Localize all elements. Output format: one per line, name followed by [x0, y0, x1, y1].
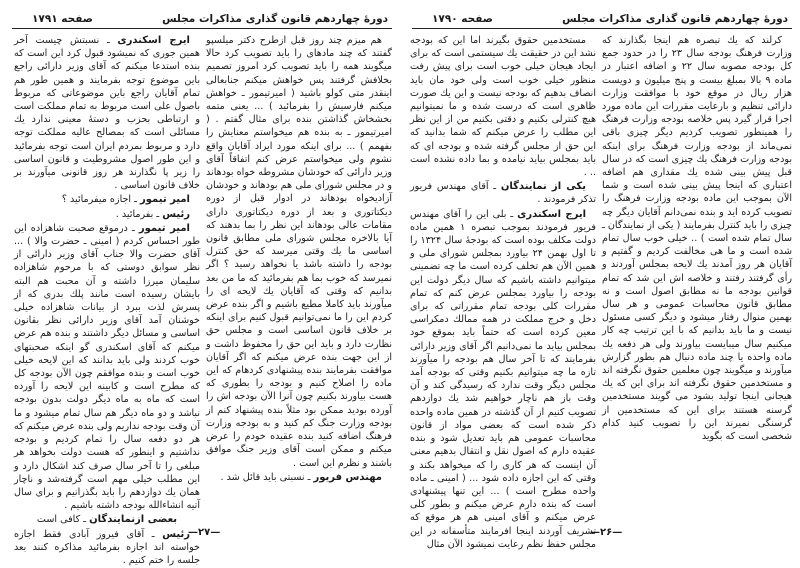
paragraph-text: ـ نسبتی باید قائل شد . [220, 471, 311, 483]
paragraph [14, 528, 200, 568]
speaker-name: یکی از نمایندگان [500, 181, 586, 193]
paragraph [14, 34, 200, 192]
paragraph [14, 193, 200, 206]
speaker-name: بعضی ازنمایندگان [89, 514, 178, 526]
paragraph-text: کرلند که یك تبصره هم اینجا بگذارند که وزارت فرهنگ بودجه سال ۲۳ را در حدود جمع کل بودجه مصوبه سال ۲۲ و اضافه اعتبار در ماده ۹ بالا بمبلغ بیست و پنج میلیون و دویست هزار ریال در موقع خود با موافقت وزارت دارائی تنظیم و بارعایت مقررات این ماده مورد اجرا قرار گیرد پس خلاصه بودجه وزارت فرهنگ را همینطور تصویب کردیم دیگر چیزی باقی نمی‌ماند از بودجه وزارت فرهنگ برای اینکه بودجه وزارت فرهنگ یك چیزی است که در سال قبل پیش بینی شده یك مقداری هم اضافه اعتباری که اینجا پیش بینی شده است و شما الآن بموجب این ماده بودجه وزارت فرهنگ را تصویب کرده اید و بنده نمی‌دانم آقایان دیگر چه چیزی را باید کنترل بفرمایند ( یکی از نمایندگان ـ سال تمام شده است ) .. خیلی خوب سال تمام شده است و ما هی مخالفت کردیم و گفتیم و آقایان هر روز آمدند یك لایحه بمجلس آوردند و رأی گرفتند رفتند و خلاصه اش این شد که تمام قوانین بودجه ما نه مطابق اصول است و نه مطابق قانون محاسبات عمومی و هر سال بهمین منوال رفتار میشود و دیگر کسی مسئول نیست و ما باید بدانیم که با این ترتیب چه کار میکنیم سال میبایست بیاورند ولی هر دفعه یك ماده واحده یا چند ماده دنبال هم بطور گزارش میآورند و میگویند چون معلمین حقوق نگرفته اند و مستخدمین حقوق نگرفته اند برای این که یك هیجانی اینجا تولید بشود می گویند مستخدمین گرسنه هستند برای این که مستخدمین از گرسنگی نمیرند این را تصویب کنید کدام شخصی است که بگوید [602, 35, 793, 443]
speaker-name: ایرج اسکندری [517, 208, 586, 220]
speaker-name: امیر تیمور [140, 194, 190, 206]
header-session: دورهٔ چهاردهم قانون گذاری [645, 13, 788, 25]
paragraph-text: هم میزم چند روز قبل ازطرح دکتر میلسپو گفتند که چند مادهای را باید تصویب کرد حالا میگویند همه را باید تصویب کرد امروز تصمیم بخلافش گرفتند پس خواهش میکنم جنابعالی اینقدر متی کولو باشید ( امیرتیمور ـ خواهش میکنم فارسیش را بفرمائید ) ... یعنی متمه بخشخاش گذاشتن بنده برای مثال گفتم . ( امیرتیمور ـ به بنده هم میخواستم معنایش را بفهمم ) ... برای اینکه مورد ایراد آقایان واقع نشوم ولی میخواستم عرض کنم اتفاقاً آقای وزیر دارائی که خودشان مشروطه خواه بودهاند و در مجلس شورای ملی هم بودهاند و خودشان آزادیخواه بودهاند در ادوار قبل از دوره دیکتاتوری و بعد از دوره دیکتاتوری دارای مقامات عالی بودهاند این نظر را بما بدهند که آیا بالاخره مجلس شورای ملی مطابق قانون اساسی ما یك وقتی میرسد که حق کنترل بودجه را داشته باشد یا نخواهد رسید ؟ اگر نمیرسد که خوب بما هم بفرمائید که ما من بعد بدانیم که وقتی که آقایان یك لایحه ای را میآورند باید کاملا مطیع باشیم و اگر بنده عرض کردم این را ما نمی‌توانیم قبول کنیم برای اینکه بر خلاف قانون اساسی است و مجلس حق نظارت دارد و باید این حق را محفوظ داشت و از این جهت بنده عرض میکنم که اگر آقایان موافقت بفرمایند بنده پیشنهادی کردهام که این ماده را اصلاح کنیم و بودجه را بطوری که هست بیاورند بکنیم چون آنرا الآن بودجه اش را آورده بودید ممکن بود مثلاً بنده پیشنهاد کنم از بودجه وزارت جنگ کم کنید و به بودجه وزارت فرهنگ اضافه کنید بنده عقیده خودم را عرض میکنم و ممکن است آقای وزیر جنگ موافق باشند و نظرم این است . [206, 35, 392, 469]
page-1790 [400, 0, 800, 568]
paragraph [602, 34, 792, 443]
paragraph-text: ـ اجازه میفرمائید ؟ [61, 194, 137, 206]
header-title: مذاکرات مجلس [562, 13, 642, 25]
header-page-label: صفحه ۱۷۹۱ [32, 13, 93, 25]
speaker-name: ایرج اسکندری [117, 35, 190, 46]
paragraph [14, 208, 200, 221]
text-column-right [206, 34, 392, 534]
header-page-label: صفحه ۱۷۹۰ [432, 13, 493, 25]
text-column-left [14, 34, 200, 566]
paragraph [206, 34, 392, 470]
running-header [412, 12, 792, 29]
page-number: —۲۶— [590, 527, 623, 538]
header-title: مذاکرات مجلس [162, 13, 242, 25]
paragraph-text: ـ بلی این را آقای مهندس فریور فرمودند بموجب تبصره ۱ همین ماده دولت مکلف بوده است که بودجهٔ سال ۱۳۲۴ را تا اول بهمن ۲۴ بیاورد بمجلس شورای ملی و همین الآن هم تخلف کرده است ما چه تضمینی میتوانیم داشته باشیم که سال دیگر دولت این بودجه را بیاورد بمجلس عرض کنم که تمام مقررات کلی بودجه تمام مقرراتی که برای دخل و خرج مملکت در همه ممالك دمکراسی معین کرده است که حتماً باید بموقع خود بمجلس بیاید ما نمی‌دانیم اگر آقای وزیر دارائی بفرمایند که تا آخر سال هم بودجه را میآورند تازه ما چه میتوانیم بکنیم وقتی که بودجه آمد مجلس دیگر وقت ندارد که رسیدگی کند و آن وقت باز هم ناچار خواهیم شد یك دوازدهم تصویب کنیم از آن گذشته در همین ماده واحده ذکر شده است که بعضی مواد از قانون محاسبات عمومی هم باید تعدیل شود و بنده عقیده دارم که اصول نقل و انتقال بدهیم معنی آن اینست که هر کاری را که میخواهد بکند و وقتی که این اجازه داده شود ... ( امینی ـ ماده واحده مطرح است ) ... این تنها پیشنهادی است که بنده دارم عرض میکنم و بطور کلی عرض میکنم و آقای امینی هم هر موقع که تشریف آوردند اینجا افرمایند متأسفانه در این مجلس حفظ نظم رعایت نمیشود الآن مثال [410, 208, 597, 550]
paragraph [206, 471, 392, 484]
text-column-right [602, 34, 792, 534]
header-session: دورهٔ چهاردهم قانون گذاری [245, 13, 388, 25]
paragraph [410, 34, 596, 179]
paragraph [410, 180, 596, 206]
page-number: —۲۷— [188, 527, 221, 538]
paragraph-text: ـ آقای فیروز آبادی فقط اجازه خواسته اند اجازه بفرمائید مذاکره کنند بعد جلسه را ختم کنیم . [14, 528, 200, 566]
paragraph [14, 222, 200, 512]
speaker-name: رئیس [162, 528, 190, 540]
paragraph-text: ـ درموقع صحبت شاهزاده این طور احساس کردم ( امینی ـ حضرت والا ) ... آقای حضرت والا جناب آقای وزیر دارائی از نظر سوابق دوستی که با مرحوم شاهزاده سلیمان میرزا داشته و آن محبت هم البته بایشان رسیده است مانند پلك بدری که از پسرش لذت ببرد از بیانات شاهزاده خیلی خوشنان آمد آقای وزیر دارائی نظر بقانون اساسی و مسائل دیگر داشتند و بنده هم عرض میکنم که آقای اسکندری گو اینکه صحبتهای خوب کردند ولی باید بدانند که این لایحه خیلی خوب است و بنده موافقم چون الآن بودجه کل که مطرح است و کابینه این لایحه را آورده است که ماه به ماه دیگر دولت بدون بودجه نباشد و دو ماه دیگر هم سال تمام میشود و ما آن وقت بودجه نداریم ولی بنده عرض میکنم که هر دو دفعه سال را تمام کردیم و بودجه نداشتیم و اینطور که هست دولت بخواهد هر مبلغی را تا آخر سال صرف کند اشکال دارد و این مطلب خیلی مهم است گرفته‌شد و ناچار همان یك دوازدهم را باید بگذرانیم و برای سال آتیه انشاءالله بودجه داشته باشیم . [14, 222, 200, 512]
running-header [12, 12, 392, 29]
paragraph [14, 513, 200, 526]
paragraph [410, 208, 596, 551]
paragraph-text: مستخدمین حقوق بگیرند اما این که بودجه نشد این در حقیقت یك سیستمی است که برای ایجاد هیجان خیلی خوب است برای پیش رفت منظور خیلی خوب است ولی خود مان باید انصاف بدهیم که بودجه نیست و این یك صورت ظاهری است که درست شده و ما نمیتوانیم هیچ کنترلی بکنیم و دقتی بکنیم من از این نظر این مطلب را عرض میکنم که شما بدانید که این حق از مجلس گرفته شده و بودجه ای که باید بمجلس بیاید نیامده و بما داده نشده است .. . [410, 35, 596, 179]
speaker-name: مهندس فریور [313, 471, 382, 483]
paragraph-text: ـ بفرمائید . [115, 208, 160, 220]
paragraph-text: ـ کافی است [36, 514, 87, 526]
speaker-name: امیر تیمور [138, 222, 190, 234]
speaker-name: رئیس [162, 208, 190, 220]
paragraph-text: ـ آقای مهندس فریور تذکر فرمودند . [410, 181, 596, 206]
text-column-left [410, 34, 597, 550]
paragraph-text: ـ نسبتش چیست آخر همین جوری که نمیشود قبول کرد این است که بنده استدعا میکنم که آقای وزیر دارائی راجع باین موضوع توجه بفرمایند و همین طور هم تمام آقایان راجع باین موضوعاتی که مربوط باصول علی است مربوط به تمام مملکت است و ارتباطی بحزب و دستهٔ معینی ندارد یك مسائلی است که بمصالح عالیه مملکت توجه دارد و مربوط بمردم ایران است توجه بفرمائید و این طور اصول مشروطیت و قانون اساسی را زیر پا نگذارند هر روز قانونی میآورند بر خلاف قانون اساسی . [14, 35, 200, 192]
